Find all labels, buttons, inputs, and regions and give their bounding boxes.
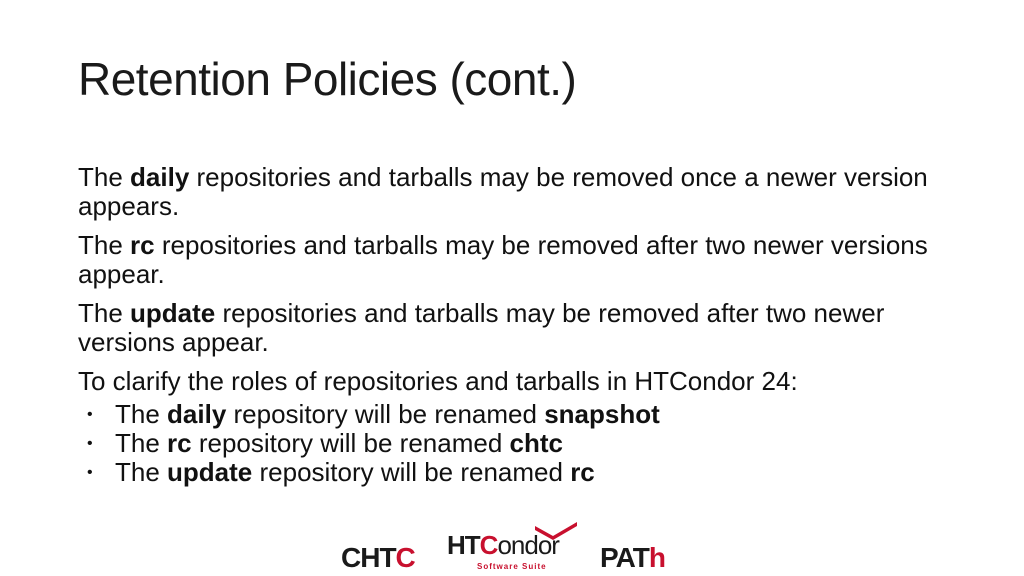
list-item xyxy=(78,400,958,429)
footer-logos xyxy=(0,520,1024,576)
logo-text: CHT xyxy=(341,542,396,573)
slide-body xyxy=(78,163,958,487)
text: The xyxy=(115,399,168,429)
keyword: rc xyxy=(167,428,192,458)
paragraph-update xyxy=(78,299,958,357)
logo-text: C xyxy=(395,542,415,573)
logo-subtitle: Software Suite xyxy=(477,562,547,571)
text: The xyxy=(78,230,131,260)
list-item xyxy=(78,429,958,458)
text: repository will be renamed xyxy=(226,399,545,429)
keyword-daily: daily xyxy=(130,162,190,192)
logo-text: PAT xyxy=(600,542,649,573)
keyword: update xyxy=(167,457,253,487)
keyword: snapshot xyxy=(544,399,660,429)
text: repository will be renamed xyxy=(252,457,571,487)
path-logo xyxy=(600,542,665,574)
text: repository will be renamed xyxy=(191,428,510,458)
htcondor-logo xyxy=(447,526,577,572)
keyword-update: update xyxy=(130,298,216,328)
logo-text: ondor xyxy=(497,530,559,560)
text: repositories and tarballs may be removed after two newer versions appear. xyxy=(78,298,885,357)
paragraph-daily xyxy=(78,163,958,221)
chtc-logo xyxy=(341,542,415,574)
logo-text: HT xyxy=(447,530,480,560)
text: The xyxy=(115,457,168,487)
text: The xyxy=(78,298,131,328)
text: The xyxy=(115,428,168,458)
list-item xyxy=(78,458,958,487)
bullet-icon: • xyxy=(87,406,93,423)
keyword: chtc xyxy=(509,428,563,458)
keyword: rc xyxy=(570,457,595,487)
logo-text: C xyxy=(479,530,498,560)
logo-text: h xyxy=(648,542,665,573)
paragraph-intro: To clarify the roles of repositories and tarballs in HTCondor 24: xyxy=(78,366,798,396)
keyword-rc: rc xyxy=(130,230,155,260)
bullet-list xyxy=(78,400,958,487)
keyword: daily xyxy=(167,399,227,429)
bullet-icon: • xyxy=(87,464,93,481)
logo-wordmark xyxy=(447,530,559,561)
text: repositories and tarballs may be removed once a newer version appears. xyxy=(78,162,928,221)
text: repositories and tarballs may be removed after two newer versions appear. xyxy=(78,230,928,289)
slide-title: Retention Policies (cont.) xyxy=(78,53,577,105)
paragraph-rc xyxy=(78,231,958,289)
bullet-icon: • xyxy=(87,435,93,452)
text: The xyxy=(78,162,131,192)
